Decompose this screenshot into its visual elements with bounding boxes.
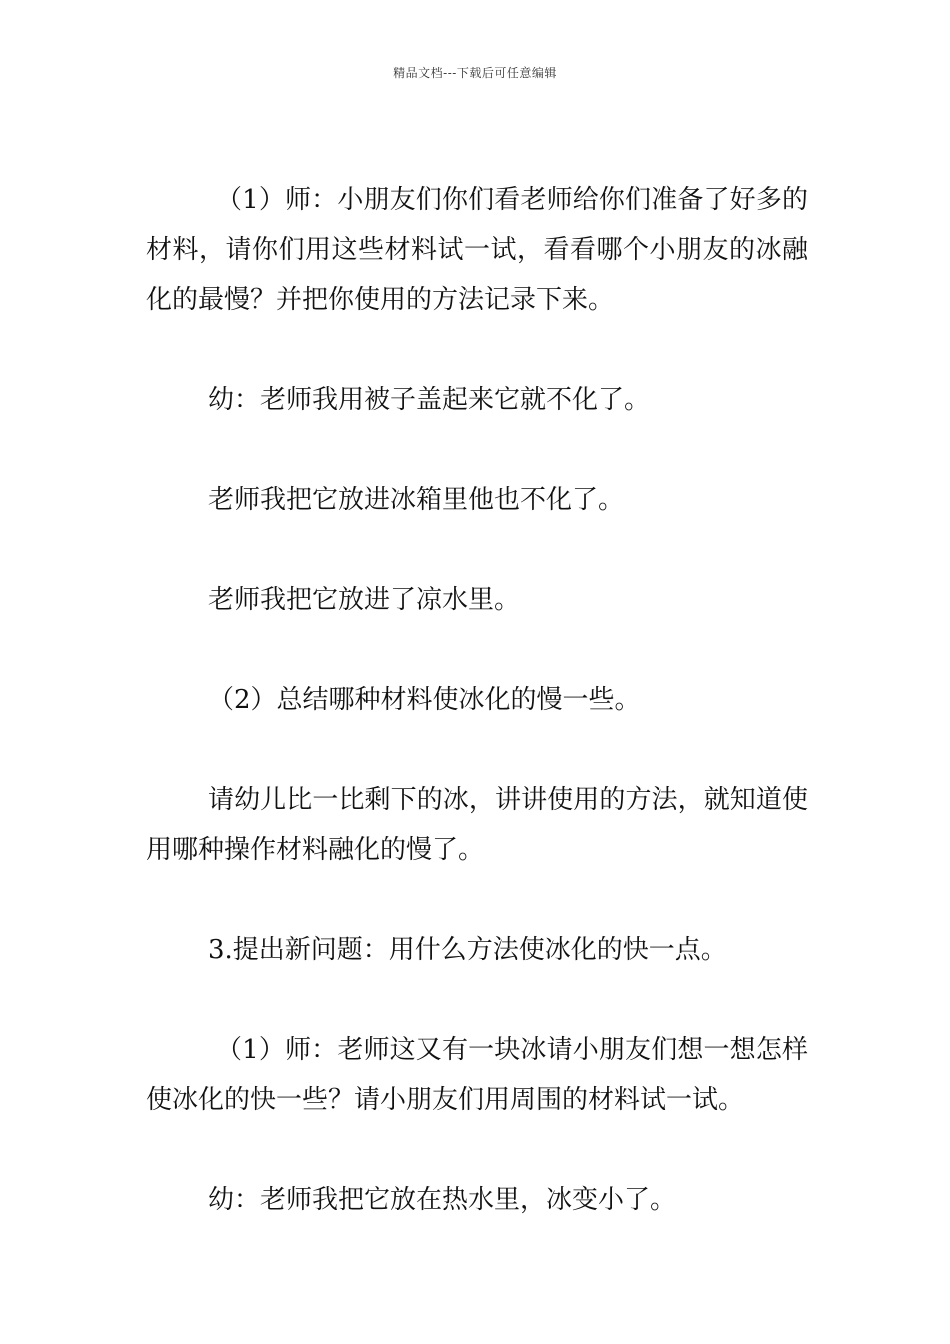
paragraph-teacher-new-ice: （1）师：老师这又有一块冰请小朋友们想一想怎样使冰化的快一些？请小朋友们用周围的材料试一试。 — [146, 1035, 808, 1115]
page-header: 精品文档---下载后可任意编辑 — [393, 66, 557, 80]
paragraph-teacher-instruction: （1）师：小朋友们你们看老师给你们准备了好多的材料，请你们用这些材料试一试，看看哪个小朋友的冰融化的最慢？并把你使用的方法记录下来。 — [146, 185, 808, 315]
document-body — [146, 175, 808, 1275]
paragraph-compare-ice: 请幼儿比一比剩下的冰，讲讲使用的方法，就知道使用哪种操作材料融化的慢了。 — [146, 785, 808, 865]
paragraph-child-answer-cold-water: 老师我把它放进了凉水里。 — [208, 585, 521, 615]
paragraph-summary: （2）总结哪种材料使冰化的慢一些。 — [208, 685, 641, 715]
paragraph-new-question: 3.提出新问题：用什么方法使冰化的快一点。 — [208, 935, 727, 965]
paragraph-child-answer-quilt: 幼：老师我用被子盖起来它就不化了。 — [208, 385, 651, 415]
paragraph-child-answer-hot-water: 幼：老师我把它放在热水里，冰变小了。 — [208, 1185, 677, 1215]
paragraph-child-answer-fridge: 老师我把它放进冰箱里他也不化了。 — [208, 485, 625, 515]
